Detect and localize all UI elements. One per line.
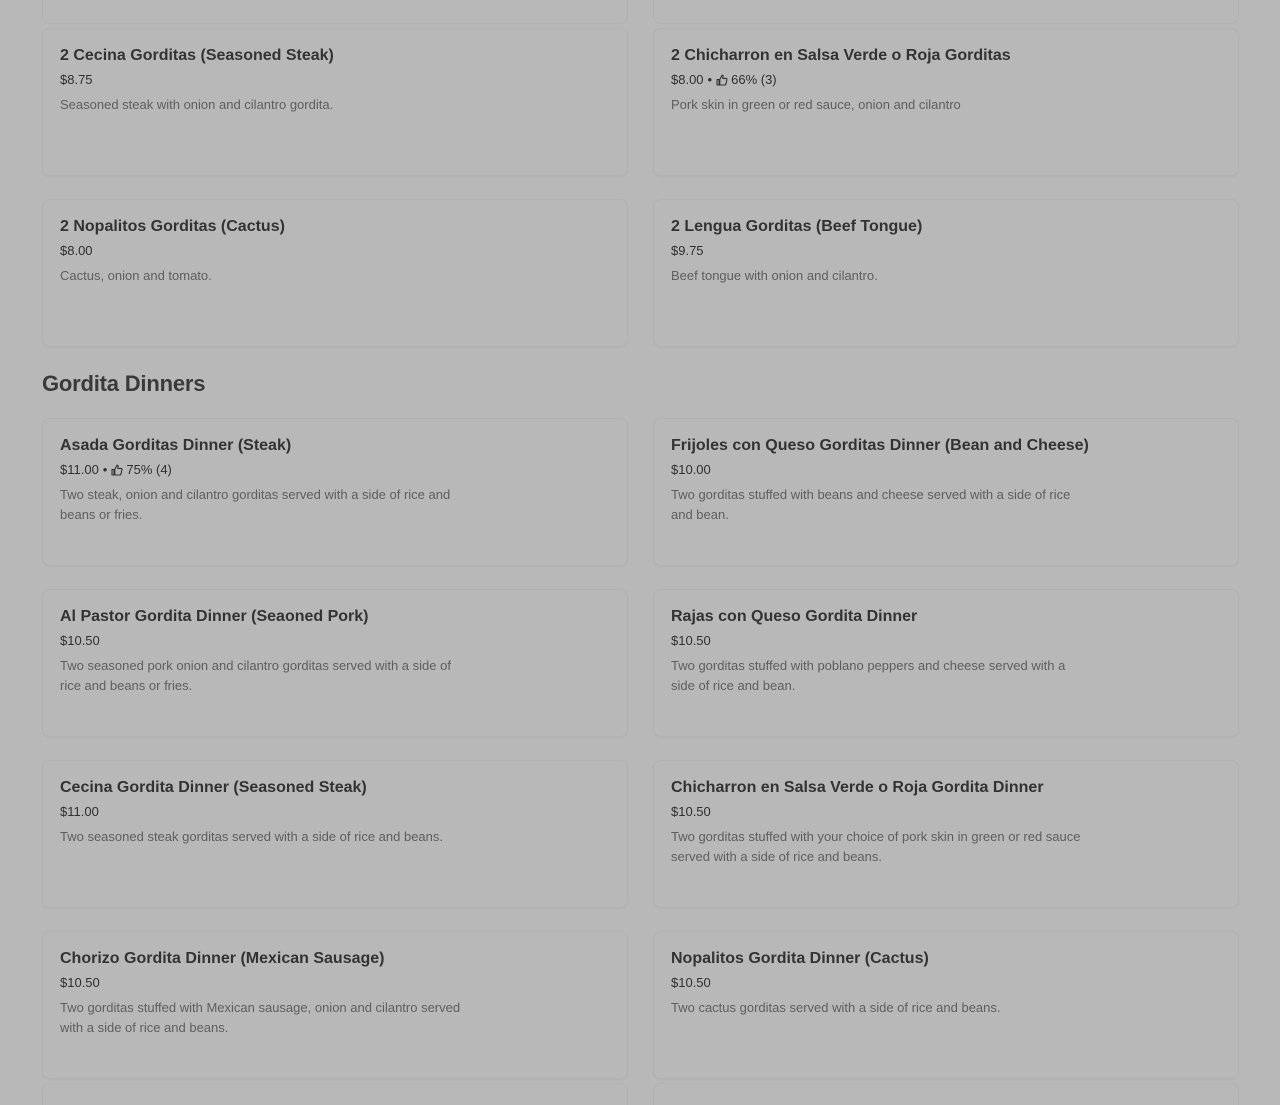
menu-item-description: Two gorditas stuffed with beans and cheese served with a side of rice and bean. [671,487,1071,522]
menu-item-title: 2 Cecina Gorditas (Seasoned Steak) [60,47,334,64]
menu-item-card-partial[interactable] [653,1083,1239,1105]
menu-item-description: Two cactus gorditas served with a side of rice and beans. [671,1000,1001,1015]
menu-item-rating: 75% (4) [126,462,172,477]
menu-item-card[interactable] [42,760,628,908]
menu-item-card[interactable] [42,931,628,1079]
menu-item-title: Frijoles con Queso Gorditas Dinner (Bean and Cheese) [671,437,1089,454]
menu-item-price: $10.50 [671,975,711,990]
separator-dot: • [102,462,108,477]
menu-item-price: $11.00 [60,462,99,477]
menu-item-title: Chicharron en Salsa Verde o Roja Gordita Dinner [671,779,1044,796]
menu-item-card[interactable] [653,760,1239,908]
menu-item-title: Al Pastor Gordita Dinner (Seaoned Pork) [60,608,369,625]
menu-item-description: Two seasoned pork onion and cilantro gorditas served with a side of rice and beans or fries. [60,658,451,693]
menu-item-title: Cecina Gordita Dinner (Seasoned Steak) [60,779,367,796]
menu-item-price: $10.50 [60,975,100,990]
menu-item-description: Two seasoned steak gorditas served with a side of rice and beans. [60,829,443,844]
menu-item-card[interactable] [653,28,1239,176]
separator-dot: • [707,72,713,87]
menu-item-price: $10.50 [60,633,100,648]
menu-item-description: Cactus, onion and tomato. [60,268,212,283]
menu-item-description: Two steak, onion and cilantro gorditas served with a side of rice and beans or fries. [60,487,451,522]
menu-item-title: Chorizo Gordita Dinner (Mexican Sausage) [60,950,385,967]
menu-item-description: Two gorditas stuffed with Mexican sausage, onion and cilantro served with a side of rice and beans. [60,1000,461,1035]
menu-item-title: Nopalitos Gordita Dinner (Cactus) [671,950,929,967]
menu-item-card[interactable] [653,418,1239,566]
menu-item-card[interactable] [653,199,1239,347]
menu-item-price: $9.75 [671,243,704,258]
menu-item-title: Rajas con Queso Gordita Dinner [671,608,918,625]
menu-item-description: Beef tongue with onion and cilantro. [671,268,878,283]
menu-item-description: Two gorditas stuffed with poblano peppers and cheese served with a side of rice and bean. [671,658,1066,693]
menu-item-description: Two gorditas stuffed with your choice of pork skin in green or red sauce served with a side of rice and beans. [671,829,1081,864]
section-heading: Gordita Dinners [42,371,206,396]
menu-item-title: 2 Lengua Gorditas (Beef Tongue) [671,218,923,235]
menu-item-card-partial[interactable] [42,0,628,24]
menu-item-card-partial[interactable] [653,0,1239,24]
menu-item-price: $8.00 [60,243,93,258]
menu-item-rating: 66% (3) [731,72,777,87]
menu-item-price: $10.00 [671,462,711,477]
menu-item-card-partial[interactable] [42,1083,628,1105]
menu-item-card[interactable] [653,589,1239,737]
menu-item-price: $11.00 [60,804,99,819]
menu-item-title: 2 Chicharron en Salsa Verde o Roja Gorditas [671,47,1011,64]
menu-item-card[interactable] [42,589,628,737]
menu-item-price: $10.50 [671,633,711,648]
thumbs-up-icon [716,74,728,86]
menu-item-title: 2 Nopalitos Gorditas (Cactus) [60,218,285,235]
menu-item-card[interactable] [42,418,628,566]
menu-item-card[interactable] [42,199,628,347]
menu-item-price: $8.00 [671,72,704,87]
menu-item-card[interactable] [42,28,628,176]
menu-item-price: $10.50 [671,804,711,819]
thumbs-up-icon [111,464,123,476]
menu-item-description: Seasoned steak with onion and cilantro gordita. [60,97,334,112]
menu-item-title: Asada Gorditas Dinner (Steak) [60,437,292,454]
menu-item-card[interactable] [653,931,1239,1079]
menu-item-description: Pork skin in green or red sauce, onion and cilantro [671,97,961,112]
menu-item-price: $8.75 [60,72,93,87]
